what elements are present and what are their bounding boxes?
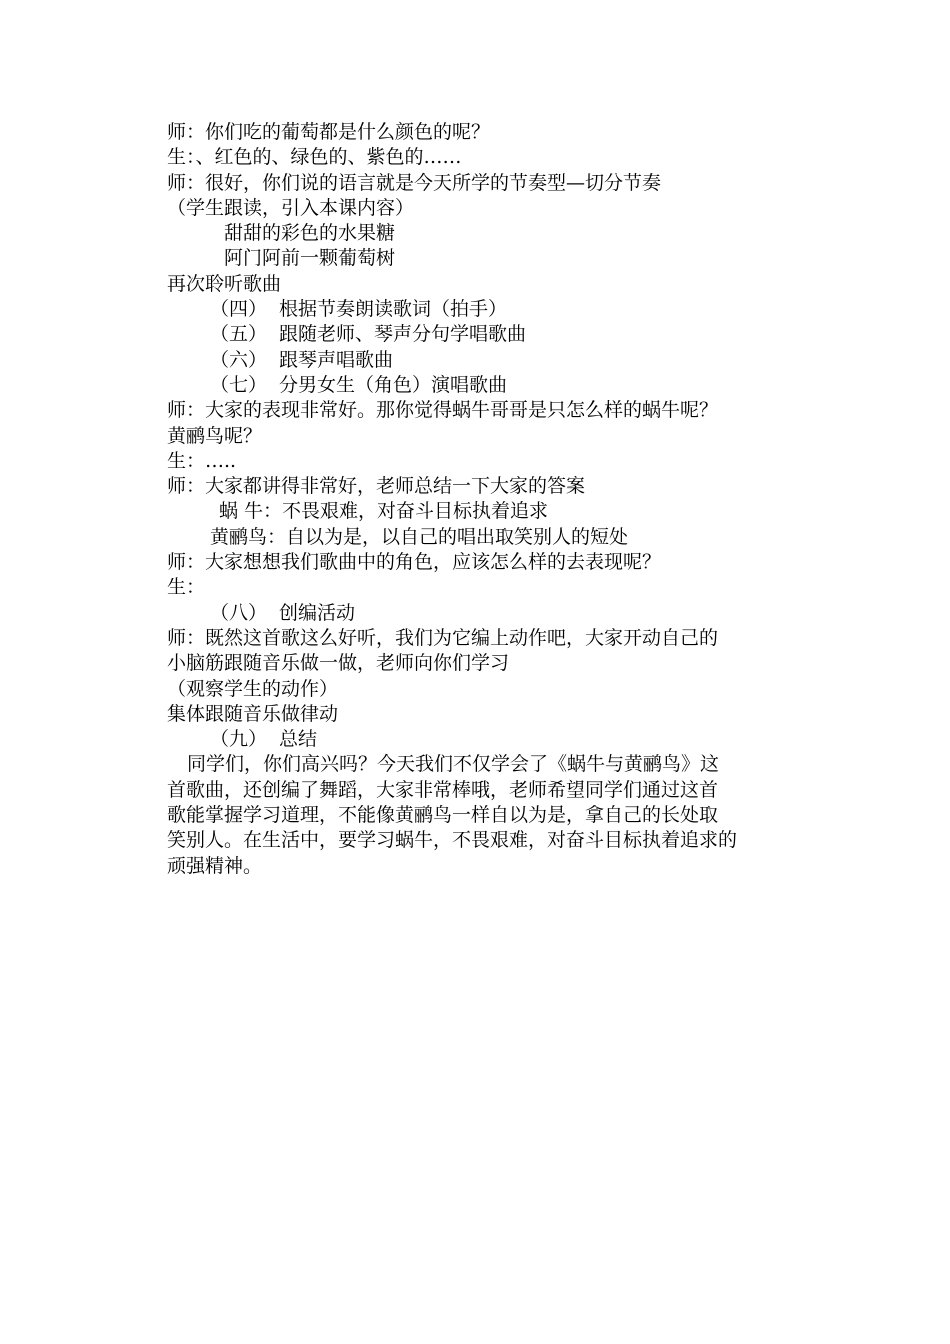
teacher-line: 师：大家都讲得非常好，老师总结一下大家的答案 <box>167 475 586 498</box>
instruction-line: 集体跟随音乐做律动 <box>167 702 339 725</box>
step-number: （六） <box>210 348 268 371</box>
step-number: （七） <box>210 373 268 396</box>
lesson-text <box>167 120 812 879</box>
summary-line: 同学们，你们高兴吗？今天我们不仅学会了《蜗牛与黄鹂鸟》这 <box>187 753 720 776</box>
step-item <box>167 297 812 322</box>
lyric-line: 阿门阿前一颗葡萄树 <box>224 247 396 270</box>
step-text: 根据节奏朗读歌词（拍手） <box>279 298 508 321</box>
step-text: 总结 <box>279 728 318 751</box>
instruction-line: 再次聆听歌曲 <box>167 272 282 295</box>
step-item <box>167 727 812 752</box>
summary-paragraph <box>167 752 812 878</box>
step-item <box>167 601 812 626</box>
answer-snail: 蜗 牛：不畏艰难，对奋斗目标执着追求 <box>219 500 549 523</box>
teacher-line-continued: 黄鹂鸟呢？ <box>167 424 263 447</box>
step-text: 分男女生（角色）演唱歌曲 <box>279 373 508 396</box>
step-item <box>167 373 812 398</box>
summary-line: 笑别人。在生活中，要学习蜗牛，不畏艰难，对奋斗目标执着追求的 <box>167 829 738 852</box>
teacher-line: 师：既然这首歌这么好听，我们为它编上动作吧，大家开动自己的 <box>167 626 719 649</box>
note-line: （观察学生的动作） <box>167 677 339 700</box>
step-number: （八） <box>210 601 268 624</box>
lyric-line: 甜甜的彩色的水果糖 <box>224 222 396 245</box>
student-line: 生： <box>167 576 206 599</box>
step-text: 创编活动 <box>279 601 356 624</box>
student-line: 生：、红色的、绿色的、紫色的…… <box>167 146 462 169</box>
step-number: （四） <box>210 298 268 321</box>
teacher-line: 师：很好，你们说的语言就是今天所学的节奏型—切分节奏 <box>167 171 662 194</box>
teacher-line: 师：你们吃的葡萄都是什么颜色的呢？ <box>167 121 491 143</box>
summary-line: 顽强精神。 <box>167 854 263 877</box>
step-text: 跟琴声唱歌曲 <box>279 348 394 371</box>
step-number: （五） <box>210 323 268 346</box>
teacher-line: 师：大家想想我们歌曲中的角色，应该怎么样的去表现呢？ <box>167 551 662 574</box>
summary-line: 首歌曲，还创编了舞蹈，大家非常棒哦，老师希望同学们通过这首 <box>167 778 719 801</box>
step-number: （九） <box>210 728 268 751</box>
student-line: 生：….. <box>167 449 237 472</box>
step-item <box>167 322 812 347</box>
step-text: 跟随老师、琴声分句学唱歌曲 <box>279 323 527 346</box>
teacher-line-continued: 小脑筋跟随音乐做一做，老师向你们学习 <box>167 652 510 675</box>
summary-line: 歌能掌握学习道理，不能像黄鹂鸟一样自以为是，拿自己的长处取 <box>167 804 719 827</box>
step-item <box>167 348 812 373</box>
answer-oriole: 黄鹂鸟：自以为是，以自己的唱出取笑别人的短处 <box>210 525 629 548</box>
teacher-line: 师：大家的表现非常好。那你觉得蜗牛哥哥是只怎么样的蜗牛呢？ <box>167 399 719 422</box>
note-line: （学生跟读，引入本课内容） <box>167 196 415 219</box>
